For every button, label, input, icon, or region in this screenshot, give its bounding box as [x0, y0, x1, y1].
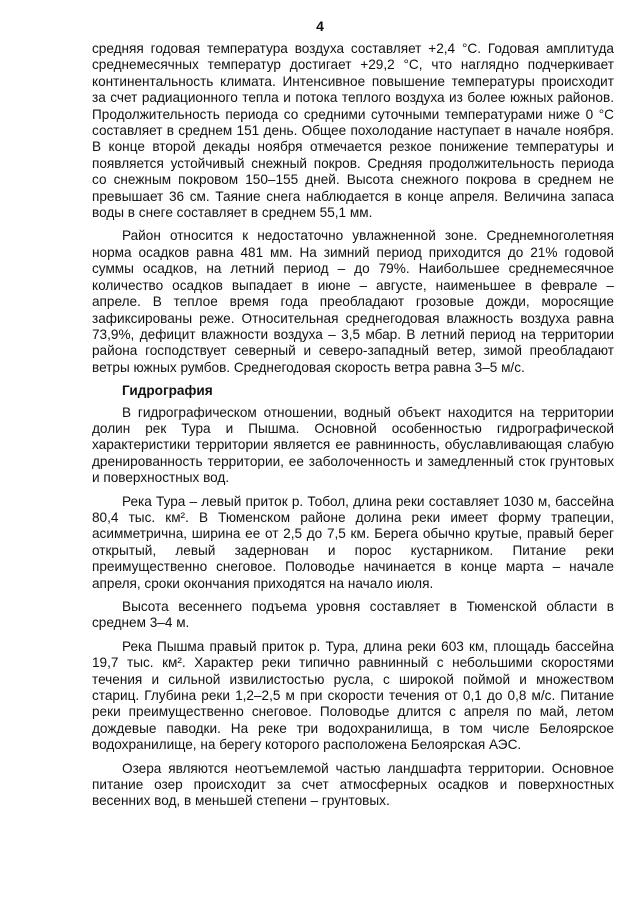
paragraph-hydrography-overview: В гидрографическом отношении, водный объект находится на территории долин рек Тура и Пышма. Основной особенностью гидрографической характеристики территории является ее равнинность, обуславливающая слабую дренированность территории, ее заболоченность и замедленный сток грунтовых и поверхностных вод.	[92, 404, 614, 486]
paragraph-spring-flood-height: Высота весеннего подъема уровня составляет в Тюменской области в среднем 3–4 м.	[92, 599, 614, 631]
section-heading-hydrography: Гидрография	[122, 383, 213, 399]
paragraph-pyshma-river: Река Пышма правый приток р. Тура, длина реки 603 км, площадь бассейна 19,7 тыс. км². Характер реки типично равнинный с небольшими скоростями течения и сильной извилистостью русла, с широкой поймой и множеством стариц. Глубина реки 1,2–2,5 м при скорости течения от 0,1 до 0,8 м/с. Питание реки преимущественно снеговое. Половодье длится с апреля по май, летом дождевые паводки. На реке три водохранилища, в том числе Белоярское водохранилище, на берегу которого расположена Белоярская АЭС.	[92, 638, 614, 753]
document-body	[92, 41, 614, 817]
paragraph-climate-temperature: средняя годовая температура воздуха составляет +2,4 °С. Годовая амплитуда среднемесячных температур достигает +29,2 °С, что наглядно подчеркивает континентальность климата. Интенсивное повышение температуры происходит за счет радиационного тепла и потока теплого воздуха из более южных районов. Продолжительность периода со средними суточными температурами ниже 0 °С составляет в среднем 151 день. Общее похолодание наступает в начале ноября. В конце второй декады ноября отмечается резкое понижение температуры и появляется устойчивый снежный покров. Средняя продолжительность периода со снежным покровом 150–155 дней. Высота снежного покрова в среднем не превышает 36 см. Таяние снега наблюдается в конце апреля. Величина запаса воды в снеге составляет в среднем 55,1 мм.	[92, 41, 614, 221]
paragraph-lakes: Озера являются неотъемлемой частью ландшафта территории. Основное питание озер происходит за счет атмосферных осадков и поверхностных весенних вод, в меньшей степени – грунтовых.	[92, 760, 614, 809]
paragraph-tura-river: Река Тура – левый приток р. Тобол, длина реки составляет 1030 м, бассейна 80,4 тыс. км². В Тюменском районе долина реки имеет форму трапеции, асимметрична, ширина ее от 2,5 до 7,5 км. Берега обычно крутые, правый берег открытый, левый задернован и порос кустарником. Питание реки преимущественно снеговое. Половодье начинается в конце марта – начале апреля, сроки окончания приходятся на начало июля.	[92, 493, 614, 591]
paragraph-precipitation: Район относится к недостаточно увлажненной зоне. Среднемноголетняя норма осадков равна 481 мм. На зимний период приходится до 21% годовой суммы осадков, на летний период – до 79%. Наибольшее среднемесячное количество осадков выпадает в июне – августе, наименьшее в феврале – апреле. В теплое время года преобладают грозовые дожди, моросящие зафиксированы реже. Относительная среднегодовая влажность воздуха равна 73,9%, дефицит влажности воздуха – 3,5 мбар. В летний период на территории района господствует северный и северо-западный ветер, зимой преобладают ветры южных румбов. Среднегодовая скорость ветра равна 3–5 м/с.	[92, 228, 614, 375]
page-number: 4	[316, 18, 324, 34]
